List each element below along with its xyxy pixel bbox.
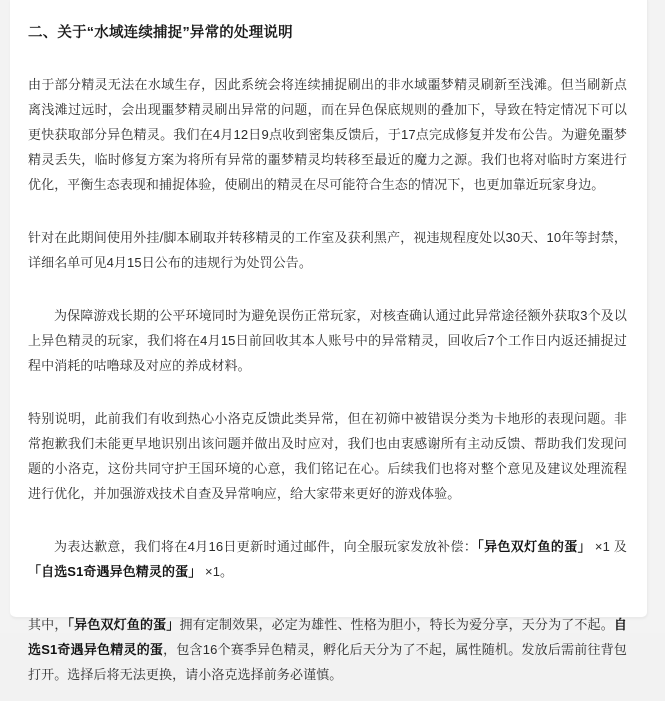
article-content (10, 0, 647, 701)
paragraph-block (28, 534, 627, 584)
body-text: 特别说明，此前我们有收到热心小洛克反馈此类异常，但在初筛中被错误分类为卡地形的表现问题。非常抱歉我们未能更早地识别出该问题并做出及时应对，我们也由衷感谢所有主动反馈、帮助我们发现问题的小洛克，这份共同守护王国环境的心意，我们铭记在心。后续我们也将对整个意见及建议处理流程进行优化，并加强游戏技术自查及异常响应，给大家带来更好的游戏体验。 (28, 411, 627, 501)
paragraph-p5 (28, 534, 627, 584)
page-title: 二、关于“水域连续捕捉”异常的处理说明 (28, 25, 293, 41)
emphasis-text: 「自选S1奇遇异色精灵的蛋」 (28, 564, 202, 579)
paragraph-block (28, 225, 627, 275)
body-text: ×1 及 (590, 539, 627, 554)
body-text: 针对在此期间使用外挂/脚本刷取并转移精灵的工作室及获利黑产，视违规程度处以30天、10年等封禁，详细名单可见4月15日公布的违规行为处罚公告。 (28, 230, 627, 270)
article-card (10, 0, 648, 682)
paragraph-block (28, 72, 627, 197)
emphasis-text: 自选S1奇遇异色精灵的蛋 (28, 617, 627, 657)
paragraph-block (28, 612, 627, 687)
emphasis-text: 「异色双灯鱼的蛋」 (477, 539, 591, 554)
body-text: 拥有定制效果，必定为雄性、性格为胆小，特长为爱分享，天分为了不起。 (179, 617, 614, 632)
paragraph-p2 (28, 225, 627, 275)
paragraph-list (28, 72, 627, 687)
body-text: 由于部分精灵无法在水域生存，因此系统会将连续捕捉刷出的非水域噩梦精灵刷新至浅滩。但当刷新点离浅滩过远时，会出现噩梦精灵刷出异常的问题，而在异色保底规则的叠加下，导致在特定情况下可以更快获取部分异色精灵。我们在4月12日9点收到密集反馈后，于17点完成修复并发布公告。为避免噩梦精灵丢失，临时修复方案为将所有异常的噩梦精灵均转移至最近的魔力之源。我们也将对临时方案进行优化，平衡生态表现和捕捉体验，使刷出的精灵在尽可能符合生态的情况下，也更加靠近玩家身边。 (28, 77, 627, 192)
body-text: 为保障游戏长期的公平环境同时为避免误伤正常玩家，对核查确认通过此异常途径额外获取3个及以上异色精灵的玩家，我们将在4月15日前回收其本人账号中的异常精灵，回收后7个工作日内返还捕捉过程中消耗的咕噜球及对应的养成材料。 (28, 308, 627, 373)
emphasis-text: 「异色双灯鱼的蛋」 (67, 617, 180, 632)
paragraph-block (28, 406, 627, 506)
body-text: 为表达歉意，我们将在4月16日更新时通过邮件，向全服玩家发放补偿： (54, 539, 478, 554)
paragraph-p3 (28, 303, 627, 378)
body-text: 其中， (28, 617, 68, 632)
paragraph-block (28, 303, 627, 378)
paragraph-p4 (28, 406, 627, 506)
body-text: ，包含16个赛季异色精灵，孵化后天分为了不起，属性随机。发放后需前往背包打开。选择后将无法更换，请小洛克选择前务必谨慎。 (28, 642, 627, 682)
paragraph-p6 (28, 612, 627, 687)
paragraph-p1 (28, 72, 627, 197)
body-text: ×1。 (201, 564, 234, 579)
